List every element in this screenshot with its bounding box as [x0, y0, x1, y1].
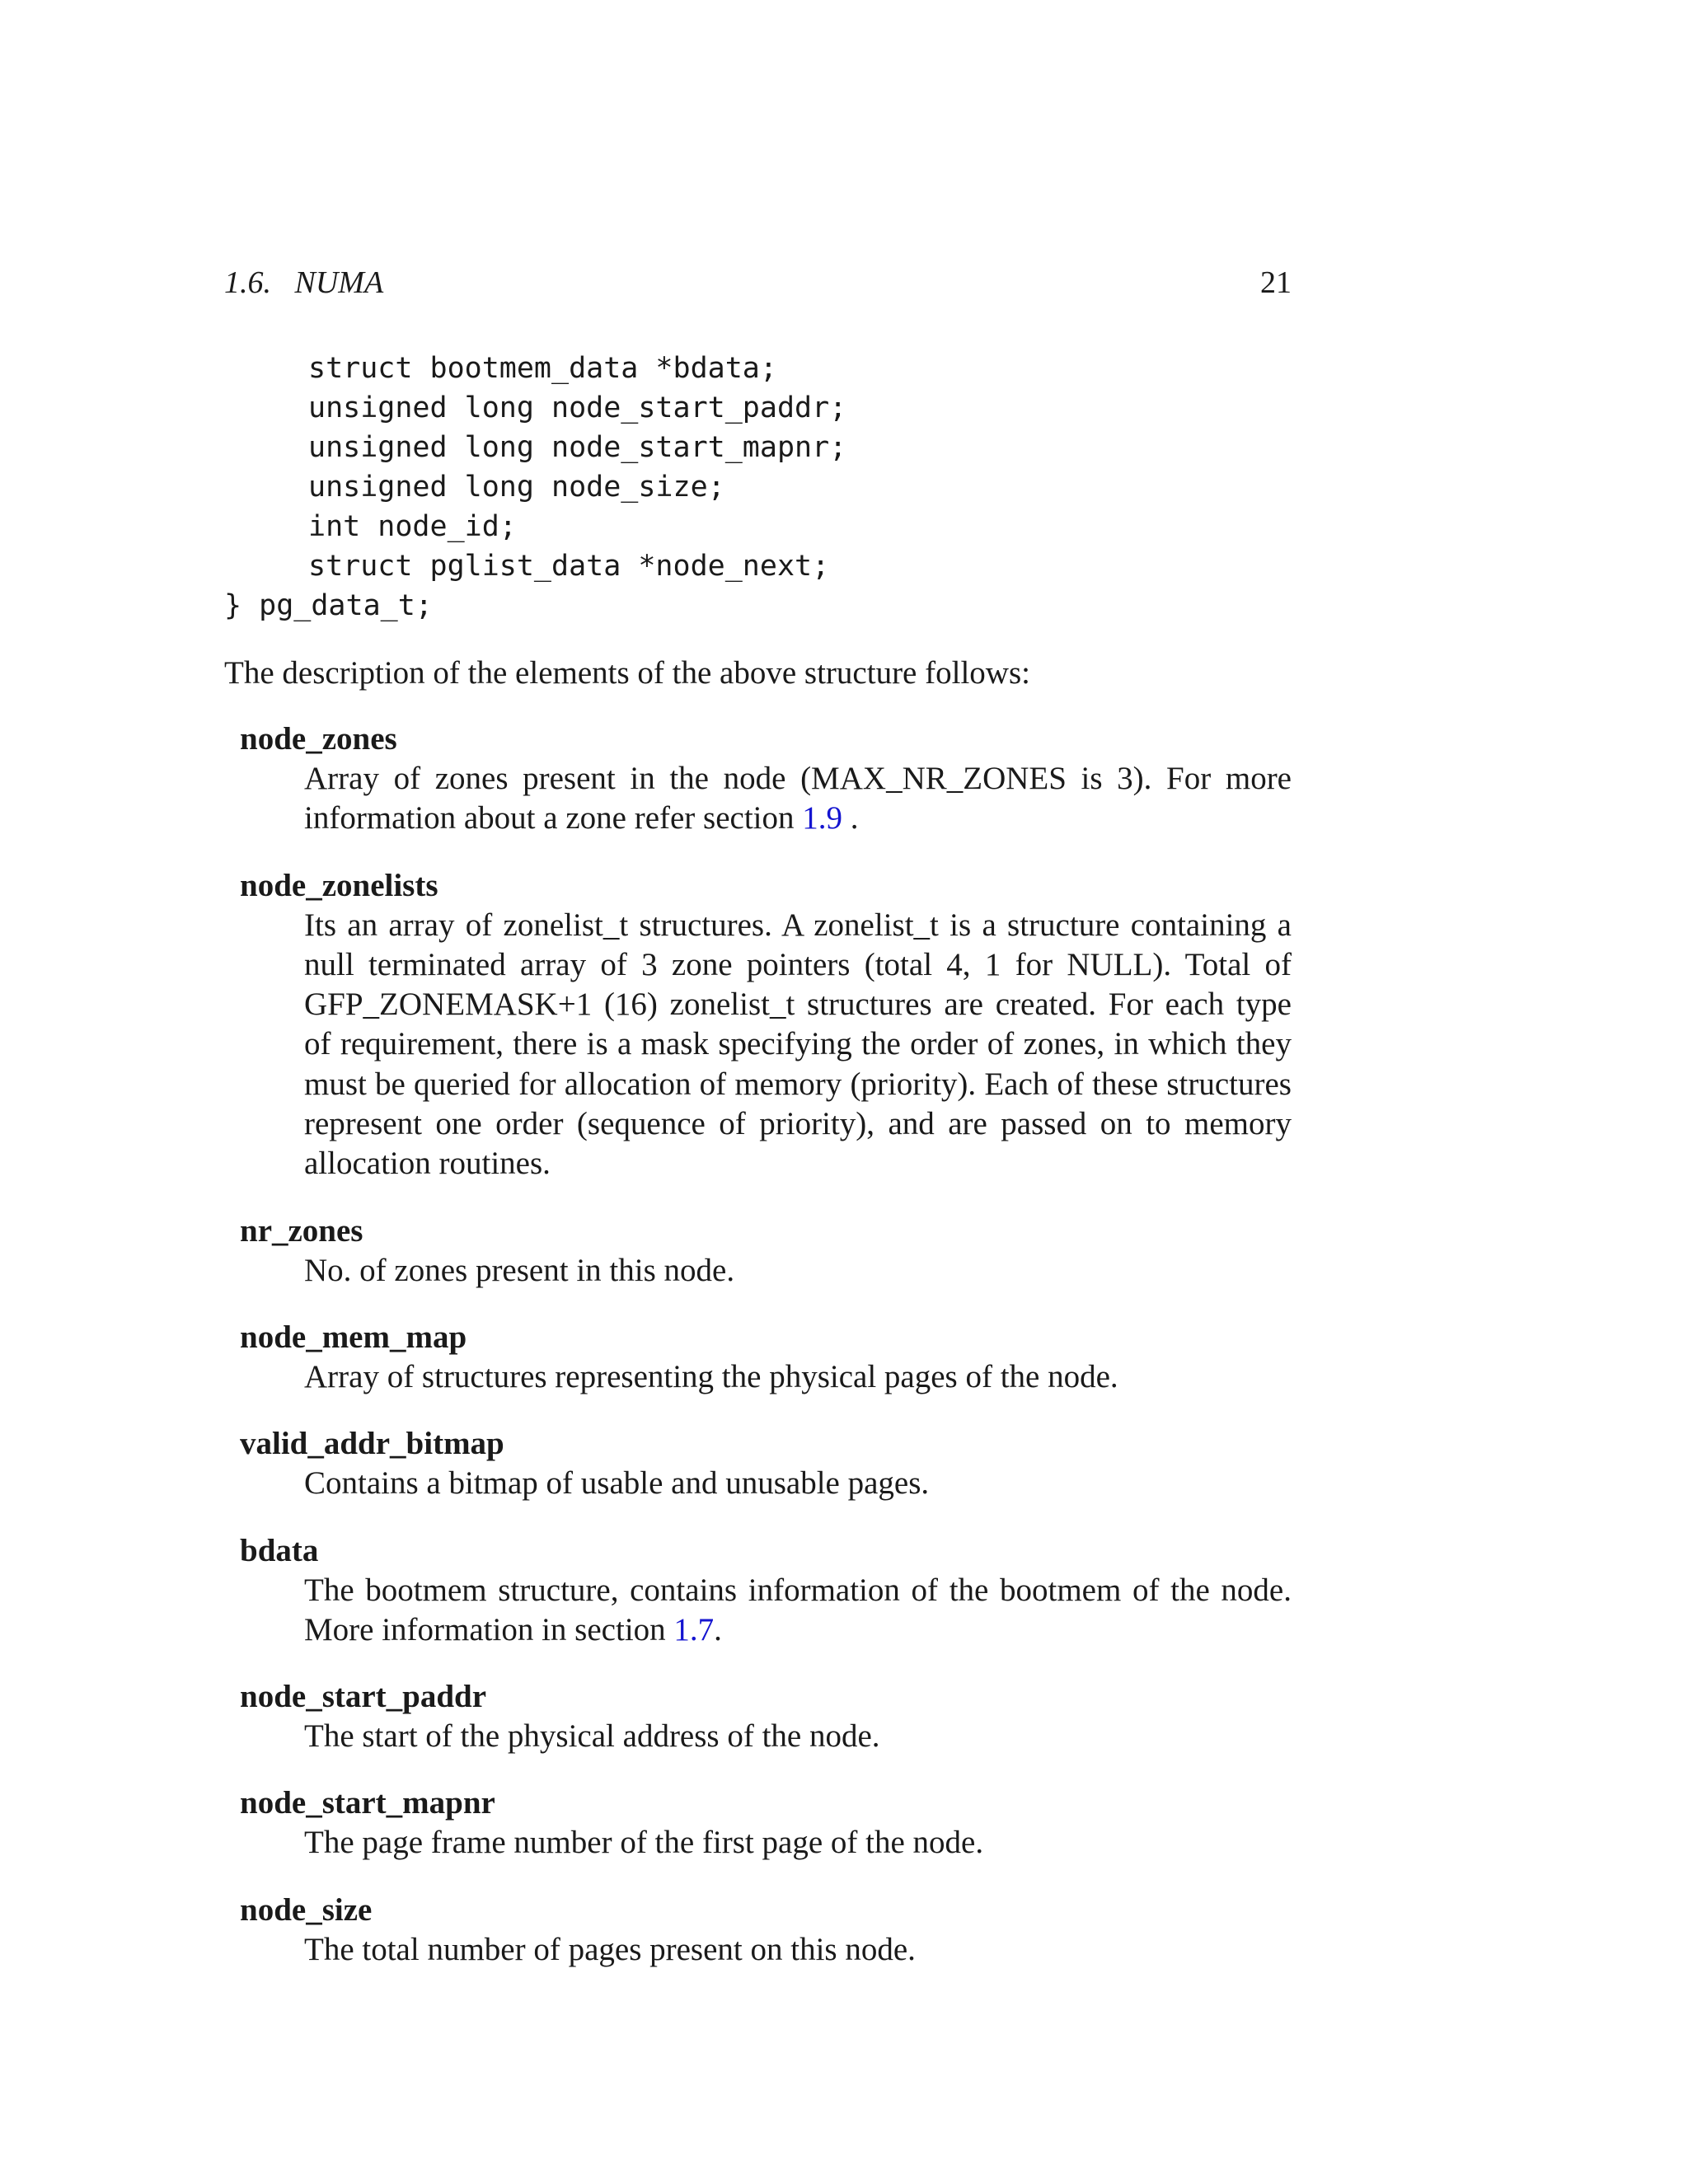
definition-description: The start of the physical address of the node.: [304, 1718, 880, 1755]
definition-term: node_zonelists: [240, 867, 438, 903]
section-link[interactable]: 1.9: [802, 800, 843, 837]
definition-term: node_mem_map: [240, 1319, 467, 1355]
code-line: unsigned long node_start_mapnr;: [308, 431, 847, 464]
definition-item: [240, 1424, 1292, 1503]
code-line: unsigned long node_size;: [308, 471, 725, 504]
page-number: 21: [1260, 265, 1292, 300]
definition-item: [240, 1531, 1292, 1651]
definition-description: The page frame number of the first page of the node.: [304, 1825, 984, 1861]
definition-description: The total number of pages present on this node.: [304, 1931, 916, 1967]
definition-description: Its an array of zonelist_t structures. A zonelist_t is a structure containing a null terminated array of 3 zone pointers (total 4, 1 for NULL). Total of GFP_ZONEMASK+1 (16) zonelist_t structures are created. For each type of requirement, there is a mask specifying the order of zones, in which they must be queried for allocation of memory (priority). Each of these structures represent one order (sequence of priority), and are passed on to memory allocation routines.: [304, 907, 1292, 1182]
definition-term: bdata: [240, 1532, 319, 1568]
code-line: int node_id;: [308, 510, 517, 543]
intro-paragraph: The description of the elements of the above structure follows:: [224, 655, 1030, 691]
description-text: The bootmem structure, contains information of the bootmem of the node. More information in section: [304, 1572, 1292, 1647]
description-text: .: [842, 800, 859, 837]
definition-item: [240, 1318, 1292, 1397]
code-block: [224, 349, 1296, 626]
code-line: } pg_data_t;: [224, 589, 433, 622]
definition-item: [240, 1783, 1292, 1863]
definition-description: [304, 759, 1292, 839]
code-line: struct pglist_data *node_next;: [308, 550, 830, 583]
definition-item: [240, 1891, 1292, 1970]
definition-term: node_size: [240, 1891, 373, 1928]
description-text: .: [714, 1611, 722, 1647]
definition-description: [304, 1571, 1292, 1651]
definition-term: node_start_mapnr: [240, 1785, 495, 1821]
definition-term: node_zones: [240, 721, 397, 757]
definition-term: nr_zones: [240, 1212, 363, 1249]
section-title: 1.6. NUMA: [224, 265, 384, 300]
definition-term: node_start_paddr: [240, 1679, 487, 1715]
definition-description: No. of zones present in this node.: [304, 1252, 735, 1288]
definition-description: Array of structures representing the physical pages of the node.: [304, 1358, 1118, 1394]
code-line: unsigned long node_start_paddr;: [308, 391, 847, 424]
definition-description: Contains a bitmap of usable and unusable pages.: [304, 1465, 930, 1502]
definition-item: [240, 866, 1292, 1184]
definition-list: [240, 719, 1292, 1997]
definition-item: [240, 1677, 1292, 1756]
running-header: [224, 262, 1292, 303]
description-text: Array of zones present in the node (MAX_NR_ZONES is 3). For more information about a zone refer section: [304, 761, 1292, 837]
section-link[interactable]: 1.7: [673, 1611, 715, 1647]
definition-term: valid_addr_bitmap: [240, 1426, 504, 1462]
definition-item: [240, 1212, 1292, 1291]
code-line: struct bootmem_data *bdata;: [308, 352, 777, 385]
definition-item: [240, 719, 1292, 839]
